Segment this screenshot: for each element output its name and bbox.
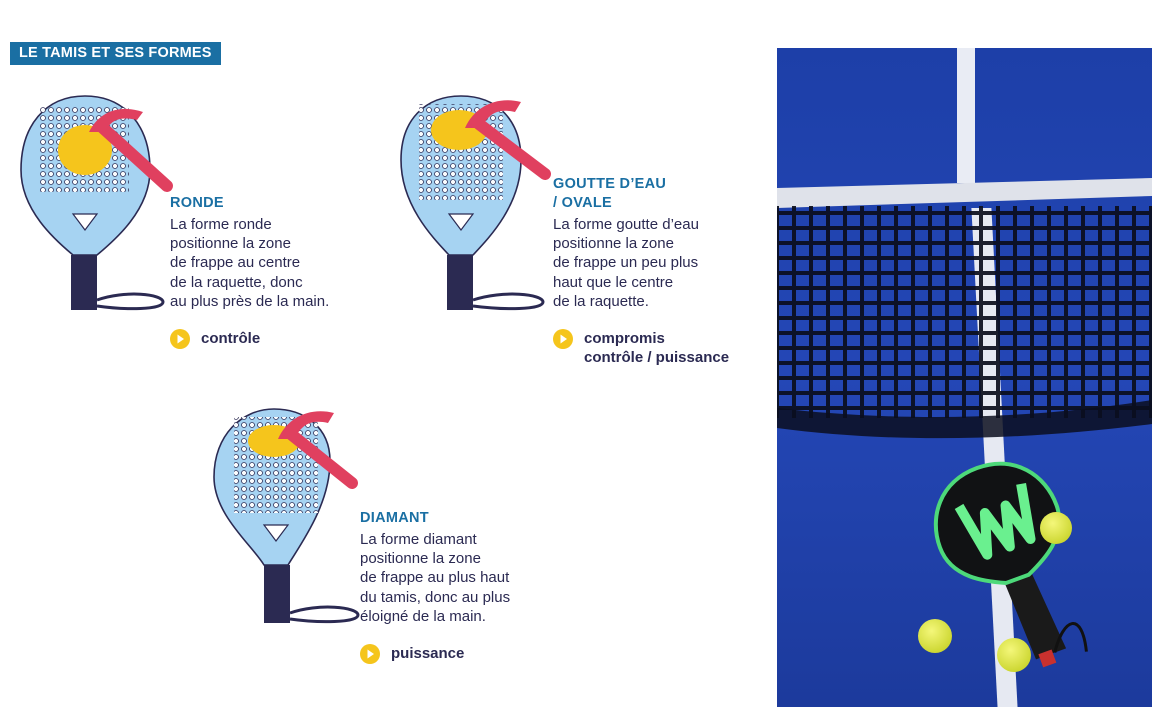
play-bullet-icon [553,329,573,349]
result-label: puissance [391,645,465,663]
shape-description: La forme ronde positionne la zone de frappe au centre de la raquette, donc au plus près de la main. [170,216,330,310]
result-label: contrôle [201,330,261,348]
shape-title: RONDE [170,195,224,211]
shape-result [360,644,560,664]
shape-title: GOUTTE D’EAU / OVALE [553,176,667,211]
section-title: LE TAMIS ET SES FORMES [10,42,221,65]
diamond-racket-illustration [208,405,368,630]
shape-result [553,329,773,367]
play-bullet-icon [170,329,190,349]
shape-description: La forme goutte d’eau positionne la zone de frappe un peu plus haut que le centre de la raquette. [553,216,699,310]
teardrop-racket-illustration [393,90,558,318]
padel-court-photo [777,48,1152,707]
round-racket-illustration [15,90,175,318]
shape-result [170,329,370,349]
teardrop-shape-block [553,175,773,367]
diamond-shape-block [360,509,560,664]
shape-title: DIAMANT [360,510,429,526]
play-bullet-icon [360,644,380,664]
result-label: compromis contrôle / puissance [584,330,730,367]
round-shape-block [170,194,370,349]
shape-description: La forme diamant positionne la zone de frappe au plus haut du tamis, donc au plus éloigné de la main. [360,531,511,625]
